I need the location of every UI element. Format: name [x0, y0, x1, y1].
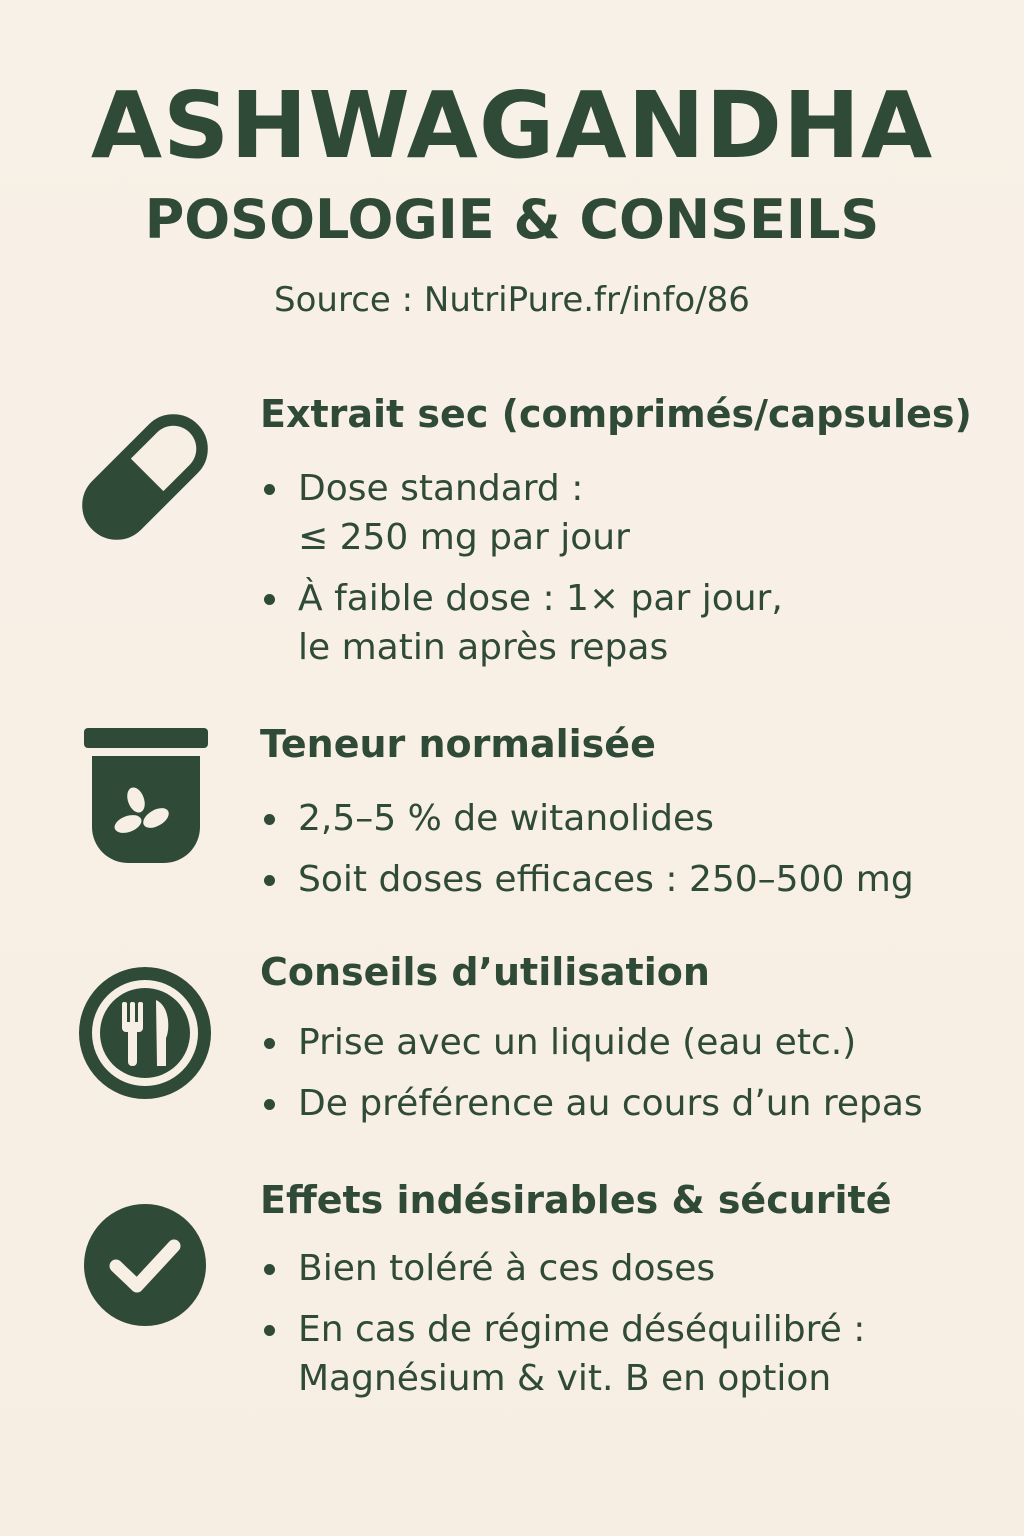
list-item: À faible dose : 1× par jour, le matin après repas — [260, 574, 1000, 672]
jar-leaf-icon — [70, 722, 220, 872]
list-item: De préférence au cours d’un repas — [260, 1079, 1000, 1128]
bullet-list — [260, 1244, 1000, 1415]
page-subtitle: POSOLOGIE & CONSEILS — [144, 188, 880, 251]
list-item: 2,5–5 % de witanolides — [260, 794, 1000, 843]
bullet-list — [260, 464, 1000, 684]
fork-knife-plate-icon — [70, 958, 220, 1108]
section-title: Teneur normalisée — [260, 722, 656, 766]
page-title: ASHWAGANDHA — [90, 72, 934, 179]
bullet-list — [260, 1018, 1000, 1140]
list-item: Prise avec un liquide (eau etc.) — [260, 1018, 1000, 1067]
list-item: En cas de régime déséquilibré : Magnésium & vit. B en option — [260, 1305, 1000, 1403]
list-item: Dose standard : ≤ 250 mg par jour — [260, 464, 1000, 562]
capsule-icon — [70, 402, 220, 552]
section-title: Conseils d’utilisation — [260, 950, 710, 994]
list-item: Soit doses efficaces : 250–500 mg — [260, 855, 1000, 904]
section-title: Effets indésirables & sécurité — [260, 1178, 892, 1222]
section-title: Extrait sec (comprimés/capsules) — [260, 392, 972, 436]
source-line: Source : NutriPure.fr/info/86 — [274, 280, 750, 320]
checkmark-circle-icon — [70, 1190, 220, 1340]
bullet-list — [260, 794, 1000, 916]
list-item: Bien toléré à ces doses — [260, 1244, 1000, 1293]
